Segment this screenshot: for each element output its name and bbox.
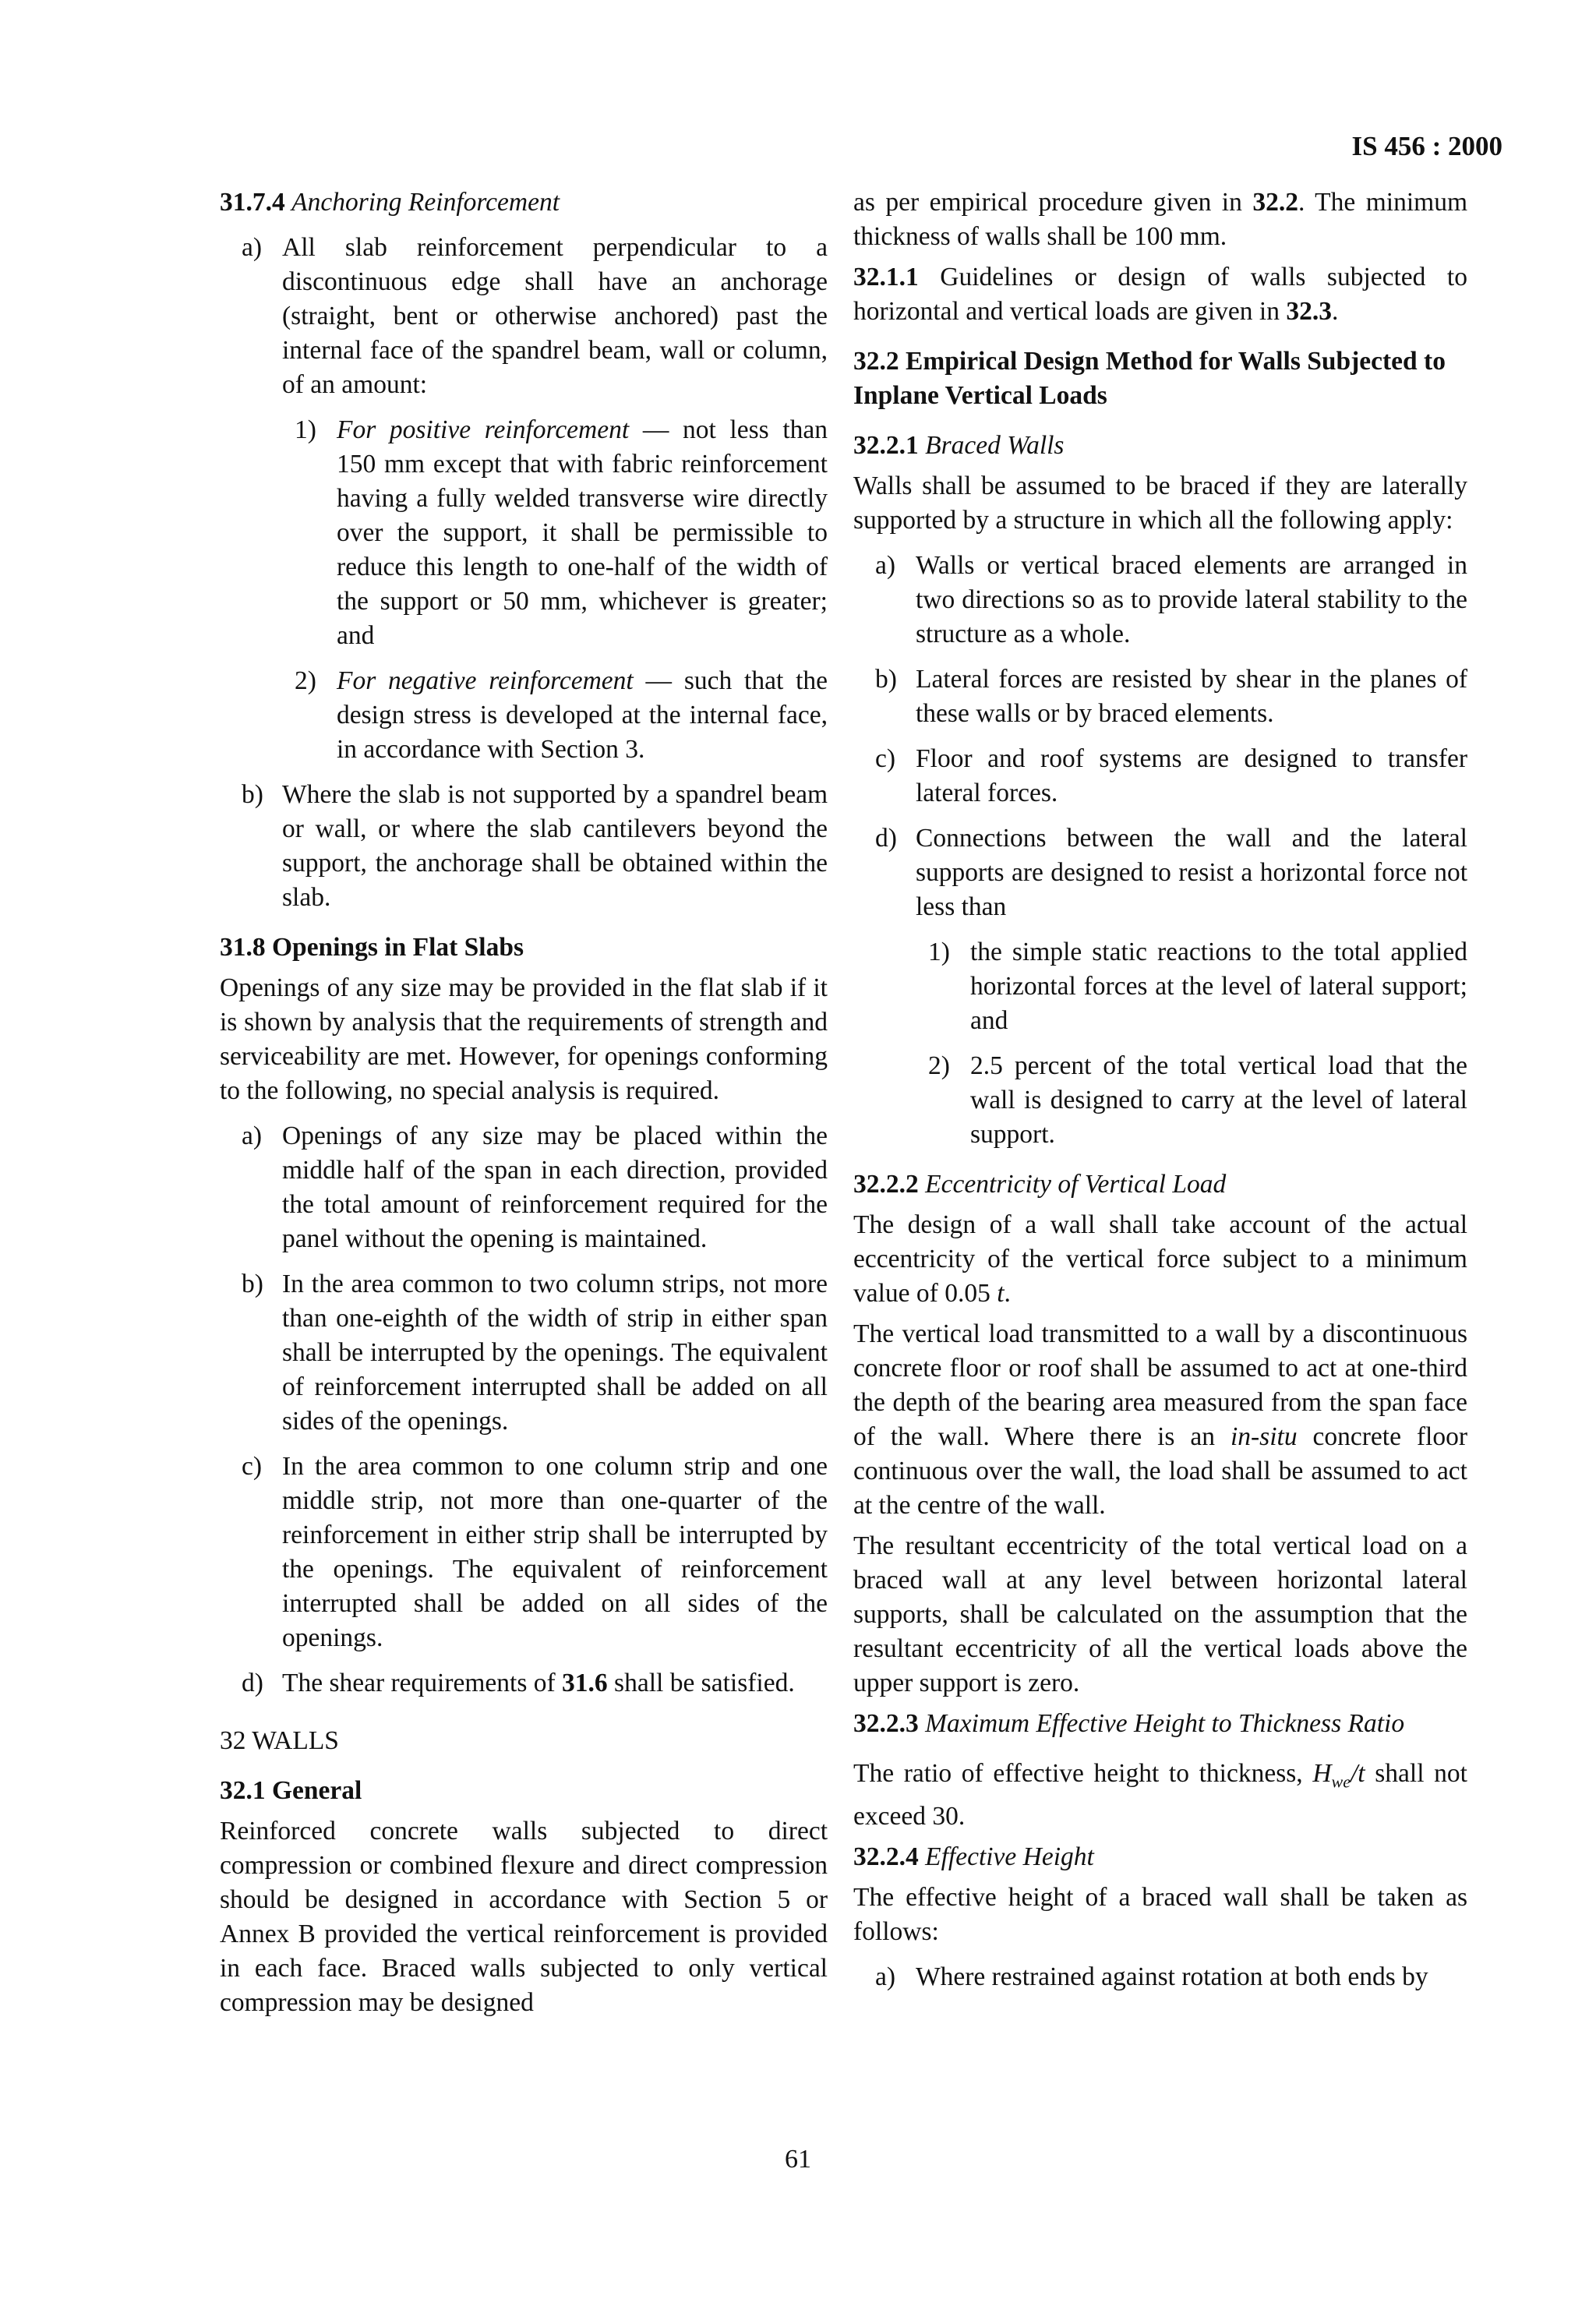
section-32-heading: 32 WALLS — [220, 1726, 339, 1755]
list-item: c) Floor and roof systems are designed to transfer lateral forces. — [875, 744, 1467, 807]
section-31-7-4-heading: 31.7.4 Anchoring Reinforcement — [220, 188, 560, 217]
standard-header: IS 456 : 2000 — [1351, 131, 1502, 161]
section-31-8-heading: 31.8 Openings in Flat Slabs — [220, 933, 524, 962]
list-item: 1) For positive reinforcement — not less than 150 mm except that with fabric reinforcement having a fully welded transverse wire directly over the support, it shall be permissible to reduce this length to one-half of the width of the support or 50 mm, whichever is greater; and — [295, 415, 828, 650]
list-item: d) Connections between the wall and the lateral supports are designed to resist a horizontal force not less than — [875, 824, 1467, 921]
section-32-2-3-heading: 32.2.3 Maximum Effective Height to Thickness Ratio — [853, 1709, 1405, 1738]
list-item: 2) For negative reinforcement — such that the design stress is developed at the internal face, in accordance with Section 3. — [295, 666, 828, 764]
section-32-2-1-heading: 32.2.1 Braced Walls — [853, 431, 1065, 460]
section-32-2-2-para-3: The resultant eccentricity of the total vertical load on a braced wall at any level between horizontal lateral supports, shall be calculated on the assumption that the resultant eccentricity of all the vertical loads above the upper support is zero. — [853, 1531, 1467, 1697]
list-item: b) In the area common to two column strips, not more than one-eighth of the width of strip in either span shall be interrupted by the openings. The equivalent of reinforcement interrupted shall be added on all sides of the openings. — [242, 1270, 828, 1436]
section-32-2-4-heading: 32.2.4 Effective Height — [853, 1842, 1094, 1871]
list-item: 2) 2.5 percent of the total vertical load that the wall is designed to carry at the level of lateral support. — [928, 1051, 1467, 1149]
section-32-1-heading: 32.1 General — [220, 1776, 362, 1805]
list-item: c) In the area common to one column strip and one middle strip, not more than one-quarter of the reinforcement in either strip shall be interrupted by the openings. The equivalent of reinforcement interrupted shall be added on all sides of the openings. — [242, 1452, 828, 1652]
list-item: a) Walls or vertical braced elements are arranged in two directions so as to provide lateral stability to the structure as a whole. — [875, 551, 1467, 648]
list-item: b) Lateral forces are resisted by shear in the planes of these walls or by braced elements. — [875, 665, 1467, 728]
section-32-2-4-text: The effective height of a braced wall shall be taken as follows: — [853, 1882, 1467, 1946]
list-item: a) Where restrained against rotation at both ends by — [875, 1962, 1428, 1991]
section-32-2-2-heading: 32.2.2 Eccentricity of Vertical Load — [853, 1170, 1227, 1199]
page-number: 61 — [785, 2145, 811, 2174]
list-item: 1) the simple static reactions to the total applied horizontal forces at the level of lateral support; and — [928, 938, 1467, 1035]
list-item: a) All slab reinforcement perpendicular to a discontinuous edge shall have an anchorage (straight, bent or otherwise anchored) past the internal face of the spandrel beam, wall or column, of an amount: — [242, 233, 828, 399]
section-31-8-intro: Openings of any size may be provided in the flat slab if it is shown by analysis that the requirements of strength and serviceability are met. However, for openings conforming to the following, no special analysis is required. — [220, 973, 828, 1105]
section-32-1-1: 32.1.1 Guidelines or design of walls subjected to horizontal and vertical loads are given in 32.3. — [853, 263, 1467, 326]
section-32-2-1-intro: Walls shall be assumed to be braced if they are laterally supported by a structure in which all the following apply: — [853, 472, 1467, 535]
list-item: a) Openings of any size may be placed within the middle half of the span in each direction, provided the total amount of reinforcement required for the panel without the opening is maintained. — [242, 1121, 828, 1253]
section-32-2-2-para-1: The design of a wall shall take account of the actual eccentricity of the vertical force subject to a minimum value of 0.05 t. — [853, 1210, 1467, 1308]
right-column — [853, 185, 1467, 1994]
list-item: d) The shear requirements of 31.6 shall be satisfied. — [242, 1669, 795, 1697]
section-32-2-3-text: The ratio of effective height to thickness, $H_{we}/t$ shall not exceed 30. — [853, 1759, 1467, 1831]
left-column — [220, 185, 828, 2020]
continuation-paragraph: as per empirical procedure given in 32.2. The minimum thickness of walls shall be 100 mm. — [853, 188, 1468, 251]
section-32-2-2-para-2: The vertical load transmitted to a wall by a discontinuous concrete floor or roof shall be assumed to act at one-third the depth of the bearing area measured from the span face of the wall. Where there is an in-situ concrete floor continuous over the wall, the load shall be assumed to act at the centre of the wall. — [853, 1319, 1467, 1520]
list-item: b) Where the slab is not supported by a spandrel beam or wall, or where the slab cantilevers beyond the support, the anchorage shall be obtained within the slab. — [242, 780, 828, 912]
section-32-2-heading: 32.2 Empirical Design Method for Walls Subjected to Inplane Vertical Loads — [853, 347, 1446, 410]
section-32-1-text: Reinforced concrete walls subjected to direct compression or combined flexure and direct compression should be designed in accordance with Section 5 or Annex B provided the vertical reinforcement is provided in each face. Braced walls subjected to only vertical compression may be designed — [220, 1817, 828, 2017]
